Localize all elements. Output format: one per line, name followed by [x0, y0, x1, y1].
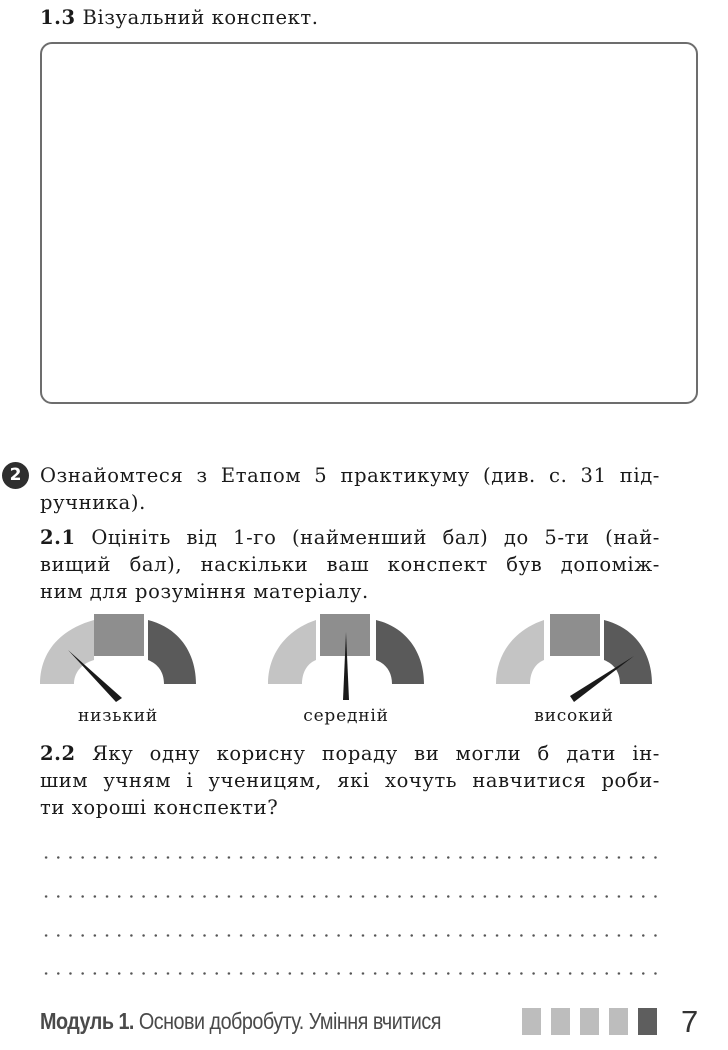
task22-line-1 — [40, 740, 660, 767]
gauge-label-low: низький — [77, 706, 159, 726]
gauge-needle — [68, 650, 122, 702]
progress-square-current — [638, 1008, 657, 1035]
task21-line-3: ним для розуміння матеріалу. — [40, 580, 369, 603]
gauge-segment-medium — [320, 614, 370, 656]
task21-line-1-text: Оцініть від 1-го (найменший бал) до 5-ти (най- — [91, 526, 660, 549]
task21-line-1 — [40, 524, 660, 551]
section-title-text: Візуальний конспект. — [82, 6, 319, 29]
gauge-medium[interactable] — [266, 612, 426, 712]
section-number: 1.3 — [40, 6, 76, 29]
footer-module-title — [40, 1008, 441, 1035]
task2-line-1: Ознайомтеся з Етапом 5 практикуму (див. с. 31 під- — [40, 464, 660, 487]
gauge-low[interactable] — [38, 612, 198, 712]
answer-line[interactable] — [40, 934, 658, 937]
task21-line-2: вищий бал), наскільки ваш конспект був допоміж- — [40, 553, 660, 576]
page-number: 7 — [681, 1004, 699, 1039]
gauge-label-medium: середній — [303, 706, 389, 726]
answer-line[interactable] — [40, 895, 658, 898]
gauge-segment-dark — [376, 620, 424, 684]
footer-module-name: Основи добробуту. Уміння вчитися — [138, 1008, 441, 1034]
task22-number: 2.2 — [40, 742, 76, 765]
gauge-segment-light — [496, 620, 544, 684]
task22-line-1-text: Яку одну корисну пораду ви могли б дати ін- — [92, 742, 660, 765]
gauge-label-high: високий — [534, 706, 614, 726]
progress-square — [522, 1008, 541, 1035]
progress-square — [609, 1008, 628, 1035]
gauge-segment-light — [268, 620, 316, 684]
visual-summary-box[interactable] — [40, 42, 698, 404]
task2-line-2: ручника). — [40, 491, 146, 514]
task-number-badge: 2 — [2, 462, 29, 489]
task22-line-2: шим учням і ученицям, які хочуть навчитися роби- — [40, 769, 660, 792]
gauge-segment-medium — [94, 614, 144, 656]
task22-question — [40, 740, 660, 821]
gauge-segment-dark — [604, 620, 652, 684]
gauge-segment-medium — [550, 614, 600, 656]
answer-line[interactable] — [40, 856, 658, 859]
answer-line[interactable] — [40, 972, 658, 975]
gauge-segment-light — [40, 620, 94, 684]
gauge-segment-dark — [148, 620, 196, 684]
task21-number: 2.1 — [40, 526, 76, 549]
progress-square — [551, 1008, 570, 1035]
task22-line-3: ти хороші конспекти? — [40, 796, 279, 819]
gauge-high[interactable] — [494, 612, 654, 712]
task2-instruction — [40, 462, 660, 516]
footer-module-label: Модуль 1. — [40, 1008, 134, 1034]
task21-question — [40, 524, 660, 605]
section-title — [40, 4, 319, 31]
progress-square — [580, 1008, 599, 1035]
